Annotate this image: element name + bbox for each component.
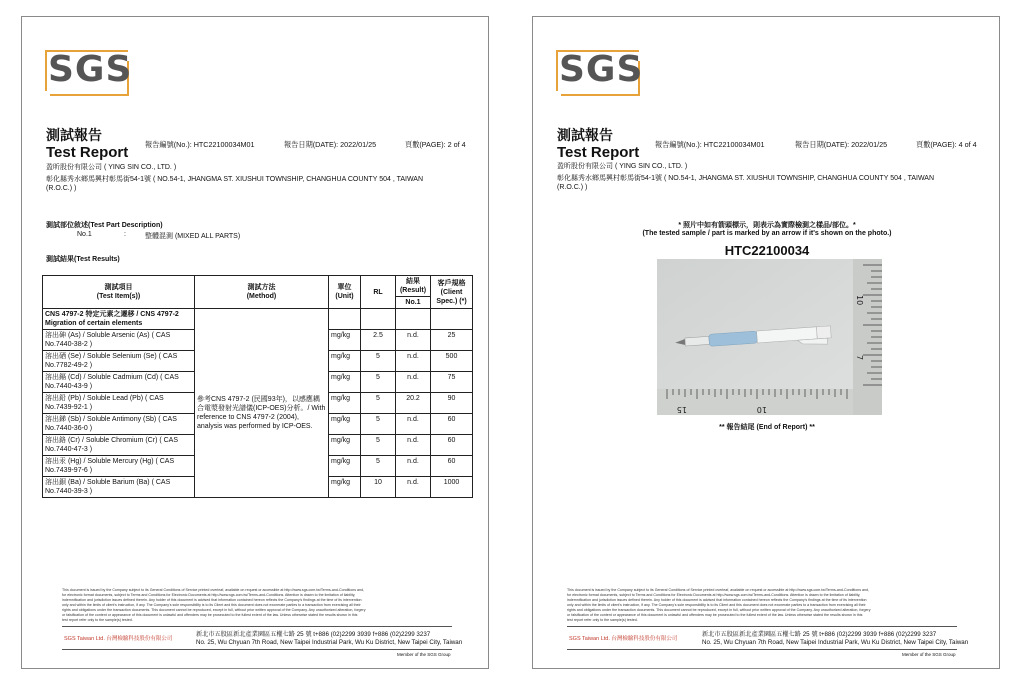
member-text: Member of the SGS Group (902, 652, 956, 657)
cell-method: 參考CNS 4797-2 (民國93年)，以感應耦合電漿發射光譜儀(ICP-OES)分析。/ With reference to CNS 4797-2 (2004), analysis was performed by ICP-OES. (195, 330, 329, 498)
cell-result: n.d. (396, 477, 431, 498)
company-address-1: 彰化縣秀水鄉馬興村彰馬街54-1號 ( NO.54-1, JHANGMA ST. XIUSHUI TOWNSHIP, CHANGHUA COUNTY 504 , TAIWAN (46, 176, 424, 183)
part-description-title: 測試部位敘述(Test Part Description) (46, 222, 163, 229)
ruler-label-bottom-1: 10 (756, 405, 767, 414)
logo-text: SGS (559, 49, 644, 90)
cell-result: n.d. (396, 372, 431, 393)
cell-result: 20.2 (396, 393, 431, 414)
footer-divider (62, 626, 452, 627)
results-title: 測試結果(Test Results) (46, 256, 120, 263)
cell-unit: mg/kg (329, 393, 361, 414)
cell-item: 溶出汞 (Hg) / Soluble Mercury (Hg) ( CAS No.7439-97-6 ) (43, 456, 195, 477)
cell-unit: mg/kg (329, 435, 361, 456)
title-en: Test Report (557, 144, 640, 161)
address-en: No. 25, Wu Chyuan 7th Road, New Taipei Industrial Park, Wu Ku District, New Taipei City, Taiwan (702, 639, 969, 646)
header-result: 結果 (Result) (396, 276, 431, 297)
company-address-2: (R.O.C.) ) (46, 185, 77, 192)
member-text: Member of the SGS Group (397, 652, 451, 657)
cell-result: n.d. (396, 456, 431, 477)
header-result-no: No.1 (396, 297, 431, 309)
footer-divider-2 (567, 649, 957, 650)
company-name: 盈昕股份有限公司 ( YING SIN CO., LTD. ) (46, 164, 177, 171)
cell-unit: mg/kg (329, 456, 361, 477)
cell-rl: 5 (361, 393, 396, 414)
ruler-label-right-1: 10 (855, 295, 864, 306)
cell-item: 溶出鉛 (Pb) / Soluble Lead (Pb) ( CAS No.7439-92-1 ) (43, 393, 195, 414)
cell-rl: 5 (361, 435, 396, 456)
cell-item: 溶出鋇 (Ba) / Soluble Barium (Ba) ( CAS No.7440-39-3 ) (43, 477, 195, 498)
address-zh: 新北市五股區新北產業園區五權七路 25 號 t+886 (02)2299 3939 f+886 (02)2299 3237 (702, 631, 937, 638)
report-date: 報告日期(DATE): 2022/01/25 (795, 140, 888, 149)
title-zh: 測試報告 (46, 127, 102, 143)
cell-result: n.d. (396, 435, 431, 456)
report-page-2 (21, 16, 489, 669)
logo-text: SGS (48, 49, 133, 90)
part-colon: : (124, 231, 126, 238)
report-number: 報告編號(No.): HTC22100034M01 (145, 140, 255, 149)
cell-rl: 5 (361, 351, 396, 372)
cell-item: 溶出鉻 (Cr) / Soluble Chromium (Cr) ( CAS No.7440-47-3 ) (43, 435, 195, 456)
title-en: Test Report (46, 144, 129, 161)
company-address-2: (R.O.C.) ) (557, 184, 588, 191)
title-zh: 測試報告 (557, 127, 613, 143)
header-spec: 客戶規格 (Client Spec.) (*) (431, 276, 473, 309)
report-date: 報告日期(DATE): 2022/01/25 (284, 140, 377, 149)
sgs-taiwan-name: SGS Taiwan Ltd. 台灣檢驗科技股份有限公司 (64, 636, 173, 642)
photo-note-en: (The tested sample / part is marked by an arrow if it's shown on the photo.) (642, 230, 892, 237)
cell-item: 溶出硒 (Se) / Soluble Selenium (Se) ( CAS No.7782-49-2 ) (43, 351, 195, 372)
header-test-item: 測試項目 (Test Item(s)) (43, 276, 195, 309)
cell-unit: mg/kg (329, 351, 361, 372)
address-zh: 新北市五股區新北產業園區五權七路 25 號 t+886 (02)2299 3939 f+886 (02)2299 3237 (196, 631, 431, 638)
cell-spec: 90 (431, 393, 473, 414)
disclaimer: This document is issued by the Company subject to its General Conditions of Service printed overleaf, available on request or accessible at http://www.sgs.com.tw/Terms-and-Conditions and, for electronic format documents, subject to Terms and Conditions for Electronic Documents at http://www.sgs.com.tw/Terms-and-Conditions. Attention is drawn to the limitation of liability, indemnification and jurisdiction issues defined therein. Any holder of this document is advised that information contained hereon reflects the Company's findings at the time of its intervention only and within the limits of client's instruction, if any. The Company's sole responsibility is to its Client and this document does not exonerate parties to a transaction from exercising all their rights and obligations under the transaction documents. This document cannot be reproduced, except in full, without prior written approval of the Company. Any unauthorized alteration, forgery or falsification of the content or appearance of this document is unlawful and offenders may be prosecuted to the fullest extent of the law. Unless otherwise stated the results shown in this test report refer only to the sample(s) tested. (62, 588, 366, 622)
disclaimer: This document is issued by the Company subject to its General Conditions of Service printed overleaf, available on request or accessible at http://www.sgs.com.tw/Terms-and-Conditions and, for electronic format documents, subject to Terms and Conditions for Electronic Documents at http://www.sgs.com.tw/Terms-and-Conditions. Attention is drawn to the limitation of liability, indemnification and jurisdiction issues defined therein. Any holder of this document is advised that information contained hereon reflects the Company's findings at the time of its intervention only and within the limits of client's instruction, if any. The Company's sole responsibility is to its Client and this document does not exonerate parties to a transaction from exercising all their rights and obligations under the transaction documents. This document cannot be reproduced, except in full, without prior written approval of the Company. Any unauthorized alteration, forgery or falsification of the content or appearance of this document is unlawful and offenders may be prosecuted to the fullest extent of the law. Unless otherwise stated the results shown in this test report refer only to the sample(s) tested. (567, 588, 871, 622)
page-number: 頁數(PAGE): 4 of 4 (916, 140, 977, 149)
cell-unit: mg/kg (329, 330, 361, 351)
page-number: 頁數(PAGE): 2 of 4 (405, 140, 466, 149)
cell-result: n.d. (396, 351, 431, 372)
group-title: CNS 4797-2 特定元素之遷移 / CNS 4797-2 Migration of certain elements (43, 309, 195, 330)
cell-rl: 5 (361, 372, 396, 393)
cell-spec: 60 (431, 414, 473, 435)
cell-result: n.d. (396, 330, 431, 351)
photo-note-zh: * 照片中如有箭頭標示，則表示為實際檢測之樣品/部位。* (678, 222, 856, 229)
cell-item: 溶出砷 (As) / Soluble Arsenic (As) ( CAS No.7440-38-2 ) (43, 330, 195, 351)
cell-spec: 60 (431, 456, 473, 477)
header-method: 測試方法 (Method) (195, 276, 329, 309)
footer-divider (567, 626, 957, 627)
ruler-label-right-2: 7 (855, 355, 864, 361)
part-number: No.1 (77, 231, 92, 238)
company-name: 盈昕股份有限公司 ( YING SIN CO., LTD. ) (557, 163, 688, 170)
header-unit: 單位 (Unit) (329, 276, 361, 309)
part-value: 整體混測 (MIXED ALL PARTS) (145, 233, 241, 240)
cell-result: n.d. (396, 414, 431, 435)
pen-on-ruler-image (657, 259, 882, 415)
ruler-label-bottom-2: 15 (676, 405, 687, 414)
cell-rl: 2.5 (361, 330, 396, 351)
cell-unit: mg/kg (329, 477, 361, 498)
header-rl: RL (361, 276, 396, 309)
company-address-1: 彰化縣秀水鄉馬興村彰馬街54-1號 ( NO.54-1, JHANGMA ST. XIUSHUI TOWNSHIP, CHANGHUA COUNTY 504 , TAIWAN (557, 175, 935, 182)
sgs-logo (44, 45, 132, 97)
cell-spec: 75 (431, 372, 473, 393)
cell-unit: mg/kg (329, 372, 361, 393)
cell-spec: 500 (431, 351, 473, 372)
cell-spec: 1000 (431, 477, 473, 498)
cell-unit: mg/kg (329, 414, 361, 435)
footer-divider-2 (62, 649, 452, 650)
cell-item: 溶出鎘 (Cd) / Soluble Cadmium (Cd) ( CAS No.7440-43-9 ) (43, 372, 195, 393)
table-row (43, 330, 473, 351)
cell-rl: 5 (361, 456, 396, 477)
address-en: No. 25, Wu Chyuan 7th Road, New Taipei Industrial Park, Wu Ku District, New Taipei City, Taiwan (196, 639, 463, 646)
results-table (42, 275, 473, 498)
sgs-logo (555, 45, 643, 97)
sample-photo (657, 259, 882, 415)
report-page-4 (532, 16, 1000, 669)
sgs-taiwan-name: SGS Taiwan Ltd. 台灣檢驗科技股份有限公司 (569, 636, 678, 642)
table-group-row (43, 309, 473, 330)
cell-rl: 10 (361, 477, 396, 498)
table-header-row (43, 276, 473, 297)
cell-rl: 5 (361, 414, 396, 435)
cell-item: 溶出銻 (Sb) / Soluble Antimony (Sb) ( CAS No.7440-36-0 ) (43, 414, 195, 435)
cell-spec: 60 (431, 435, 473, 456)
sample-id: HTC22100034 (724, 243, 810, 258)
report-number: 報告編號(No.): HTC22100034M01 (655, 140, 765, 149)
cell-spec: 25 (431, 330, 473, 351)
end-of-report: ** 報告結尾 (End of Report) ** (719, 424, 815, 431)
